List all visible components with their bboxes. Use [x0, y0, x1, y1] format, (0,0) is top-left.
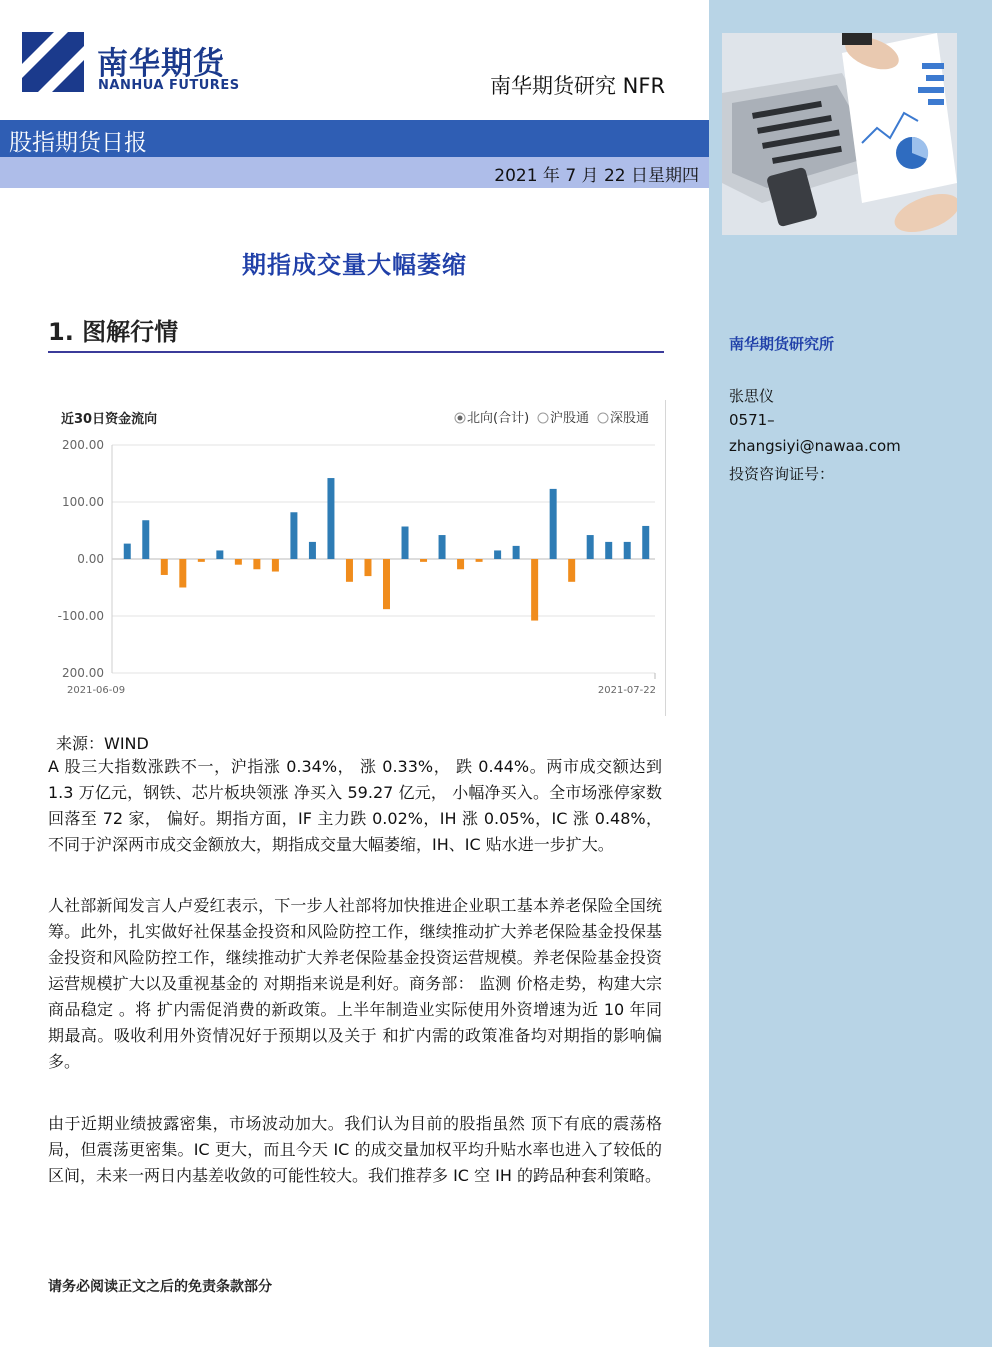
- y-tick-label: 100.00: [62, 495, 104, 509]
- institute-name: 南华期货研究所: [729, 335, 835, 353]
- legend-radio-dot-icon: [458, 416, 463, 421]
- chart-bar: [531, 559, 538, 621]
- disclaimer-note: 请务必阅读正文之后的免责条款部分: [48, 1279, 272, 1295]
- chart-bar: [179, 559, 186, 588]
- legend-item-label: 深股通: [610, 411, 650, 426]
- chart-bar: [513, 546, 520, 559]
- chart-bar: [309, 542, 316, 559]
- chart-bar: [124, 544, 131, 559]
- chart-bar: [161, 559, 168, 575]
- chart-bar: [439, 535, 446, 559]
- report-type-band: [0, 120, 709, 157]
- research-label: 南华期货研究 NFR: [490, 74, 666, 98]
- legend-radio-icon: [538, 413, 548, 423]
- chart-legend: [455, 410, 649, 426]
- legend-radio-icon: [598, 413, 608, 423]
- x-end-label: 2021-07-22: [597, 685, 656, 696]
- chart-bar: [568, 559, 575, 582]
- section-divider: [48, 351, 664, 353]
- chart-x-axis: [67, 673, 656, 696]
- y-tick-label: 200.00: [62, 438, 104, 452]
- chart-bar: [383, 559, 390, 609]
- chart-title: 近30日资金流向: [61, 412, 158, 427]
- paragraph-policy-news: 人社部新闻发言人卢爱红表示，下一步人社部将加快推进企业职工基本养老保险全国统筹。此外，扎实做好社保基金投资和风险防控工作，继续推动扩大养老保险基金投保基金投资和风险防控工作，继续推动扩大养老保险基金投资运营规模。养老保险基金投资运营规模扩大以及重视基金的 对期指来说是利好。商务部： 监测 价格走势，构建大宗商品稳定 。将 扩内需促消费的新政策。上半年制造业实际使用外资增速为近 10 年同期最高。吸收利用外资情况好于预期以及关于 和扩内需的政策准备均对期指的影响偏多。: [48, 896, 662, 1071]
- chart-bar: [642, 526, 649, 559]
- logo-mark-icon: [20, 30, 90, 94]
- headline: 期指成交量大幅萎缩: [242, 251, 467, 279]
- report-date: 2021 年 7 月 22 日星期四: [494, 166, 699, 186]
- y-tick-label: -100.00: [57, 609, 104, 623]
- chart-bar: [272, 559, 279, 572]
- cover-photo: [722, 33, 957, 235]
- paragraph-strategy: 由于近期业绩披露密集，市场波动加大。我们认为目前的股指虽然 顶下有底的震荡格局，但震荡更密集。IC 更大，而且今天 IC 的成交量加权平均升贴水率也进入了较低的区间，未来一两日内基差收敛的可能性较大。我们推荐多 IC 空 IH 的跨品种套利策略。: [48, 1114, 662, 1185]
- chart-bar: [550, 489, 557, 559]
- analyst-email[interactable]: zhangsiyi@nawaa.com: [729, 437, 901, 455]
- chart-bar: [364, 559, 371, 576]
- legend-item-label: 北向(合计): [467, 411, 530, 426]
- chart-y-axis: [58, 438, 112, 680]
- chart-bar: [605, 542, 612, 559]
- paragraph-market-summary: A 股三大指数涨跌不一，沪指涨 0.34%， 涨 0.33%， 跌 0.44%。两市成交额达到 1.3 万亿元，钢铁、芯片板块领涨 净买入 59.27 亿元， 小幅净买入。全市场涨停家数回落至 72 家， 偏好。期指方面，IF 主力跌 0.02%，IH 涨 0.05%，IC 涨 0.48%，不同于沪深两市成交金额放大，期指成交量大幅萎缩，IH、IC 贴水进一步扩大。: [48, 757, 662, 854]
- chart-bar: [494, 550, 501, 559]
- capital-flow-chart: [50, 400, 667, 715]
- chart-bar: [587, 535, 594, 559]
- chart-border: [665, 400, 666, 716]
- analyst-phone: 0571–: [729, 411, 775, 429]
- analyst-name: 张思仪: [729, 387, 775, 405]
- chart-bar: [346, 559, 353, 582]
- chart-bar: [290, 512, 297, 559]
- chart-source: 来源：WIND: [56, 734, 149, 753]
- section-title: 1. 图解行情: [48, 318, 179, 346]
- date-band: [0, 157, 709, 188]
- x-start-label: 2021-06-09: [67, 685, 126, 696]
- chart-svg: [50, 400, 667, 715]
- chart-bars: [124, 478, 649, 621]
- chart-bar: [142, 520, 149, 559]
- chart-bar: [457, 559, 464, 569]
- logo-chinese-name: 南华期货: [97, 46, 225, 82]
- logo-english-name: NANHUA FUTURES: [98, 78, 240, 93]
- chart-bar: [476, 559, 483, 562]
- certificate-label: 投资咨询证号：: [729, 465, 835, 483]
- chart-bar: [624, 542, 631, 559]
- chart-bar: [327, 478, 334, 559]
- chart-bar: [402, 527, 409, 559]
- chart-bar: [253, 559, 260, 569]
- chart-bar: [216, 550, 223, 559]
- chart-bar: [420, 559, 427, 562]
- report-type: 股指期货日报: [9, 130, 147, 156]
- chart-bar: [198, 559, 205, 562]
- chart-bar: [235, 559, 242, 565]
- legend-item-label: 沪股通: [550, 411, 590, 426]
- y-tick-label: 0.00: [77, 552, 104, 566]
- y-tick-label: 200.00: [62, 666, 104, 680]
